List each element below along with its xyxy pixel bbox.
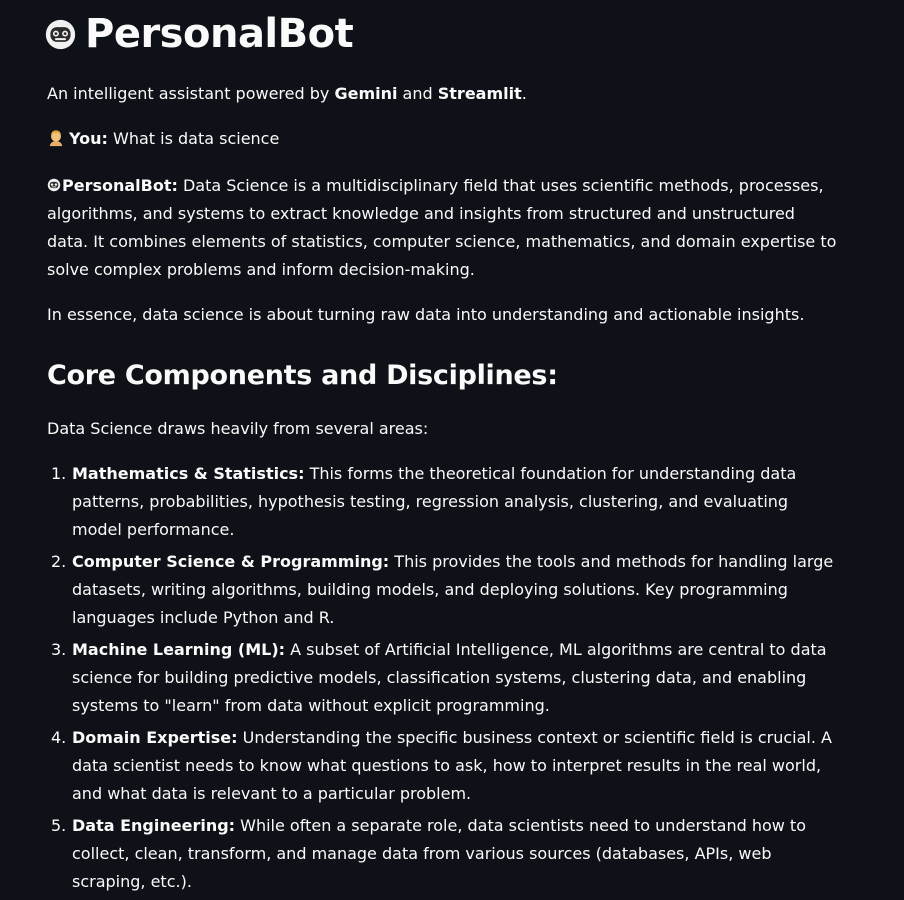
subtitle-prefix: An intelligent assistant powered by <box>47 84 335 103</box>
subtitle-and: and <box>397 84 438 103</box>
list-number: 3. <box>51 640 67 659</box>
list-number: 2. <box>51 552 67 571</box>
robot-face-icon <box>47 178 61 192</box>
list-number: 5. <box>51 816 67 835</box>
bot-message <box>47 172 837 284</box>
list-item-title: Data Engineering: <box>72 816 236 835</box>
list-item-text: While often a separate role, data scientists need to understand how to collect, clean, transform, and manage data from various sources (databases, APIs, web scraping, etc.). <box>72 816 806 891</box>
list-item <box>47 460 837 544</box>
person-icon <box>47 129 65 147</box>
list-item <box>47 724 837 808</box>
list-item-text: A subset of Artificial Intelligence, ML algorithms are central to data science for building predictive models, classification systems, clustering data, and enabling systems to "learn" from data without explicit programming. <box>72 640 827 715</box>
section-heading: Core Components and Disciplines: <box>47 360 558 391</box>
page-title: PersonalBot <box>85 11 354 57</box>
section-lead: Data Science draws heavily from several areas: <box>47 419 429 438</box>
list-item-title: Domain Expertise: <box>72 728 238 747</box>
components-list <box>47 460 837 900</box>
list-item-text: This provides the tools and methods for handling large datasets, writing algorithms, building models, and deploying solutions. Key programming languages include Python and R. <box>72 552 834 627</box>
app-subtitle <box>47 80 837 108</box>
user-message <box>47 125 837 153</box>
list-number: 4. <box>51 728 67 747</box>
list-item-title: Machine Learning (ML): <box>72 640 286 659</box>
list-item-text: This forms the theoretical foundation for understanding data patterns, probabilities, hypothesis testing, regression analysis, clustering, and evaluating model performance. <box>72 464 797 539</box>
list-item <box>47 812 837 896</box>
subtitle-suffix: . <box>521 84 527 103</box>
user-text: What is data science <box>107 129 280 148</box>
user-speaker: You: <box>69 129 108 148</box>
robot-face-icon <box>44 18 77 51</box>
list-item-text: Understanding the specific business context or scientific field is crucial. A data scientist needs to know what questions to ask, how to interpret results in the real world, and what data is relevant to a particular problem. <box>72 728 832 803</box>
bot-intro: Data Science is a multidisciplinary field that uses scientific methods, processes, algorithms, and systems to extract knowledge and insights from structured and unstructured data. It combines elements of statistics, computer science, mathematics, and domain expertise to solve complex problems and inform decision-making. <box>47 176 837 279</box>
title-row <box>44 8 353 60</box>
list-item <box>47 636 837 720</box>
list-item-title: Mathematics & Statistics: <box>72 464 305 483</box>
list-item-title: Computer Science & Programming: <box>72 552 390 571</box>
subtitle-streamlit: Streamlit <box>437 84 522 103</box>
list-number: 1. <box>51 464 67 483</box>
bot-speaker: PersonalBot: <box>62 176 178 195</box>
bot-essence: In essence, data science is about turning raw data into understanding and actionable insights. <box>47 305 805 324</box>
list-item <box>47 548 837 632</box>
subtitle-gemini: Gemini <box>334 84 398 103</box>
